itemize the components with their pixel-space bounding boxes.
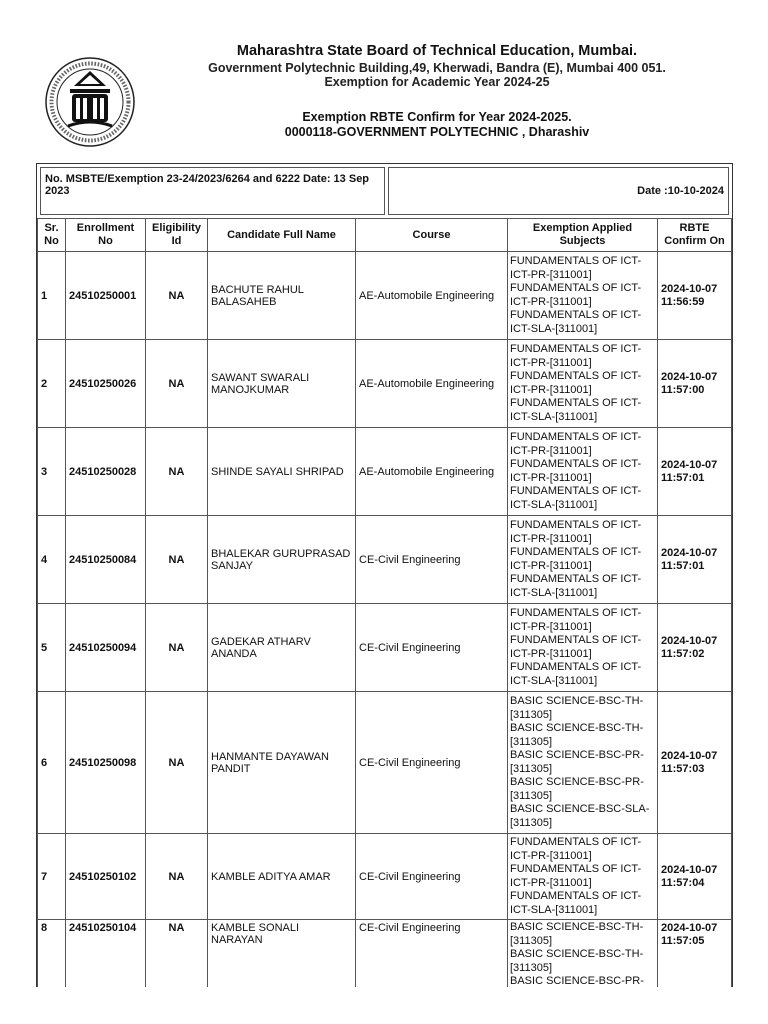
eligibility-id: NA [146, 340, 208, 428]
board-address: Government Polytechnic Building,49, Kherwadi, Bandra (E), Mumbai 400 051. [208, 61, 666, 75]
subject-line: BASIC SCIENCE-BSC-PR- [510, 975, 644, 987]
course-name: CE-Civil Engineering [356, 920, 508, 988]
serial-number: 8 [38, 920, 66, 988]
subject-line: [311305] [510, 735, 553, 748]
subject-line: ICT-PR-[311001] [510, 532, 592, 545]
rbte-confirm-date: 2024-10-07 11:56:59 [658, 252, 732, 340]
subject-line: ICT-SLA-[311001] [510, 586, 598, 599]
subject-line: ICT-PR-[311001] [510, 356, 592, 369]
subject-line: FUNDAMENTALS OF ICT- [510, 890, 642, 902]
table-row [38, 604, 732, 692]
eligibility-id: NA [146, 920, 208, 988]
subject-line: [311305] [510, 708, 553, 721]
enrollment-number: 24510250026 [66, 340, 146, 428]
subject-line: ICT-PR-[311001] [510, 444, 592, 457]
subject-line: ICT-PR-[311001] [510, 849, 592, 862]
serial-number: 1 [38, 252, 66, 340]
rbte-confirm-date: 2024-10-07 11:57:02 [658, 604, 732, 692]
candidate-name: SHINDE SAYALI SHRIPAD [208, 428, 356, 516]
subject-line: [311305] [510, 789, 553, 802]
subject-line: BASIC SCIENCE-BSC-TH- [510, 722, 644, 734]
subject-line: FUNDAMENTALS OF ICT- [510, 573, 642, 585]
msbte-seal-logo [44, 56, 136, 148]
course-name: CE-Civil Engineering [356, 604, 508, 692]
serial-number: 5 [38, 604, 66, 692]
column-header: Exemption Applied Subjects [508, 219, 658, 252]
subject-line: [311305] [510, 961, 553, 974]
enrollment-number: 24510250084 [66, 516, 146, 604]
exemption-subjects [508, 920, 658, 988]
subject-line: BASIC SCIENCE-BSC-TH- [510, 695, 644, 707]
institute-name: 0000118-GOVERNMENT POLYTECHNIC , Dharashiv [284, 125, 590, 139]
candidate-name: HANMANTE DAYAWAN PANDIT [208, 692, 356, 834]
subject-line: FUNDAMENTALS OF ICT- [510, 607, 642, 619]
table-row [38, 428, 732, 516]
rbte-confirm-date: 2024-10-07 11:57:05 [658, 920, 732, 988]
enrollment-number: 24510250098 [66, 692, 146, 834]
eligibility-id: NA [146, 604, 208, 692]
course-name: AE-Automobile Engineering [356, 252, 508, 340]
exemption-subjects [508, 340, 658, 428]
rbte-confirm-date: 2024-10-07 11:57:01 [658, 516, 732, 604]
subject-line: ICT-PR-[311001] [510, 559, 592, 572]
subject-line: [311305] [510, 762, 553, 775]
subject-line: FUNDAMENTALS OF ICT- [510, 546, 642, 558]
reference-number: No. MSBTE/Exemption 23-24/2023/6264 and 6222 Date: 13 Sep 2023 [40, 167, 385, 215]
table-row [38, 340, 732, 428]
enrollment-number: 24510250094 [66, 604, 146, 692]
subject-line: BASIC SCIENCE-BSC-SLA- [510, 803, 650, 815]
subject-line: ICT-PR-[311001] [510, 471, 592, 484]
subject-line: ICT-PR-[311001] [510, 647, 592, 660]
exemption-subjects [508, 834, 658, 920]
candidate-name: SAWANT SWARALI MANOJKUMAR [208, 340, 356, 428]
subject-line: ICT-PR-[311001] [510, 876, 592, 889]
subject-line: FUNDAMENTALS OF ICT- [510, 370, 642, 382]
serial-number: 7 [38, 834, 66, 920]
subject-line: FUNDAMENTALS OF ICT- [510, 397, 642, 409]
subject-line: ICT-SLA-[311001] [510, 498, 598, 511]
academic-year: Exemption for Academic Year 2024-25 [324, 75, 550, 89]
subject-line: FUNDAMENTALS OF ICT- [510, 485, 642, 497]
exemption-subjects [508, 692, 658, 834]
enrollment-number: 24510250104 [66, 920, 146, 988]
subject-line: BASIC SCIENCE-BSC-TH- [510, 948, 644, 960]
candidate-name: GADEKAR ATHARV ANANDA [208, 604, 356, 692]
eligibility-id: NA [146, 252, 208, 340]
document-header [0, 0, 768, 160]
table-row [38, 516, 732, 604]
exemption-table [37, 218, 732, 987]
candidate-name: KAMBLE ADITYA AMAR [208, 834, 356, 920]
eligibility-id: NA [146, 692, 208, 834]
subject-line: FUNDAMENTALS OF ICT- [510, 282, 642, 294]
serial-number: 6 [38, 692, 66, 834]
info-table [37, 164, 732, 218]
subject-line: FUNDAMENTALS OF ICT- [510, 431, 642, 443]
subject-line: BASIC SCIENCE-BSC-TH- [510, 921, 644, 933]
course-name: AE-Automobile Engineering [356, 428, 508, 516]
rbte-confirm-date: 2024-10-07 11:57:01 [658, 428, 732, 516]
column-header: Enrollment No [66, 219, 146, 252]
report-date: Date :10-10-2024 [388, 167, 729, 215]
subject-line: [311305] [510, 934, 553, 947]
subject-line: ICT-SLA-[311001] [510, 674, 598, 687]
column-header: Candidate Full Name [208, 219, 356, 252]
table-row [38, 692, 732, 834]
exemption-subjects [508, 516, 658, 604]
column-header: RBTE Confirm On [658, 219, 732, 252]
table-row [38, 920, 732, 988]
serial-number: 4 [38, 516, 66, 604]
course-name: CE-Civil Engineering [356, 516, 508, 604]
rbte-confirm-date: 2024-10-07 11:57:00 [658, 340, 732, 428]
candidate-name: KAMBLE SONALI NARAYAN [208, 920, 356, 988]
exemption-table-container [36, 163, 733, 987]
subject-line: FUNDAMENTALS OF ICT- [510, 863, 642, 875]
subject-line: FUNDAMENTALS OF ICT- [510, 661, 642, 673]
report-title: Exemption RBTE Confirm for Year 2024-2025. [302, 110, 572, 124]
rbte-confirm-date: 2024-10-07 11:57:04 [658, 834, 732, 920]
candidate-name: BACHUTE RAHUL BALASAHEB [208, 252, 356, 340]
table-row [38, 834, 732, 920]
course-name: AE-Automobile Engineering [356, 340, 508, 428]
subject-line: FUNDAMENTALS OF ICT- [510, 343, 642, 355]
subject-line: BASIC SCIENCE-BSC-PR- [510, 776, 644, 788]
course-name: CE-Civil Engineering [356, 692, 508, 834]
subject-line: [311305] [510, 816, 553, 829]
subject-line: FUNDAMENTALS OF ICT- [510, 309, 642, 321]
enrollment-number: 24510250102 [66, 834, 146, 920]
column-header: Eligibility Id [146, 219, 208, 252]
subject-line: ICT-PR-[311001] [510, 268, 592, 281]
serial-number: 3 [38, 428, 66, 516]
exemption-subjects [508, 428, 658, 516]
eligibility-id: NA [146, 516, 208, 604]
subject-line: FUNDAMENTALS OF ICT- [510, 255, 642, 267]
enrollment-number: 24510250028 [66, 428, 146, 516]
subject-line: FUNDAMENTALS OF ICT- [510, 836, 642, 848]
subject-line: ICT-SLA-[311001] [510, 410, 598, 423]
enrollment-number: 24510250001 [66, 252, 146, 340]
column-header: Sr. No [38, 219, 66, 252]
table-header-row [38, 219, 732, 252]
subject-line: FUNDAMENTALS OF ICT- [510, 634, 642, 646]
board-name: Maharashtra State Board of Technical Education, Mumbai. [236, 43, 638, 59]
subject-line: BASIC SCIENCE-BSC-PR- [510, 749, 644, 761]
subject-line: ICT-PR-[311001] [510, 620, 592, 633]
candidate-name: BHALEKAR GURUPRASAD SANJAY [208, 516, 356, 604]
eligibility-id: NA [146, 834, 208, 920]
subject-line: ICT-PR-[311001] [510, 383, 592, 396]
exemption-subjects [508, 252, 658, 340]
table-row [38, 252, 732, 340]
column-header: Course [356, 219, 508, 252]
exemption-subjects [508, 604, 658, 692]
subject-line: ICT-SLA-[311001] [510, 903, 598, 916]
course-name: CE-Civil Engineering [356, 834, 508, 920]
serial-number: 2 [38, 340, 66, 428]
rbte-confirm-date: 2024-10-07 11:57:03 [658, 692, 732, 834]
subject-line: FUNDAMENTALS OF ICT- [510, 458, 642, 470]
subject-line: ICT-PR-[311001] [510, 295, 592, 308]
subject-line: FUNDAMENTALS OF ICT- [510, 519, 642, 531]
subject-line: ICT-SLA-[311001] [510, 322, 598, 335]
eligibility-id: NA [146, 428, 208, 516]
